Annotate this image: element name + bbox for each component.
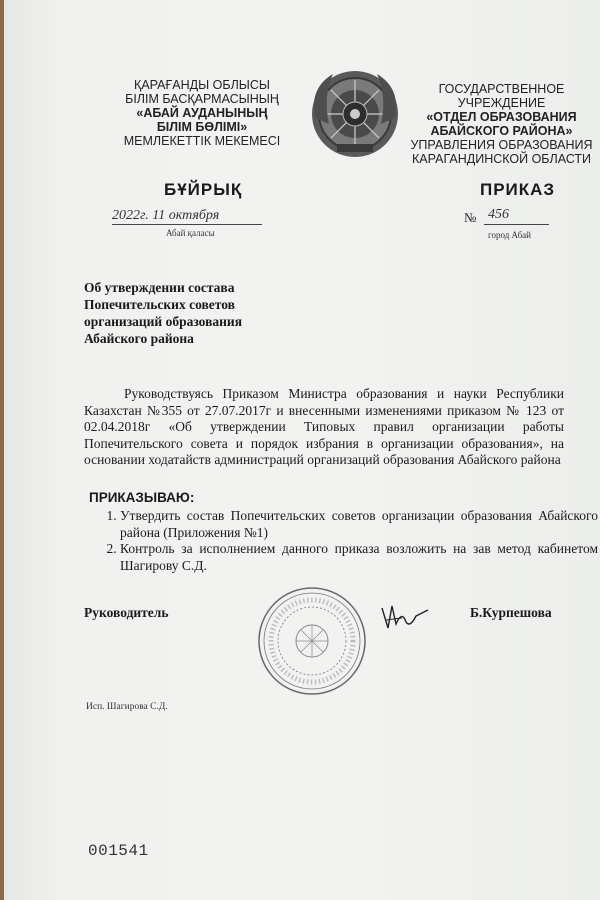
header-kz-line: БІЛІМ БӨЛІМІ» <box>156 120 248 134</box>
title-kz: БҰЙРЫҚ <box>164 180 243 199</box>
order-items <box>86 508 598 574</box>
header-kz-line: «АБАЙ АУДАНЫНЫҢ <box>136 106 268 120</box>
header-ru-line: АБАЙСКОГО РАЙОНА» <box>430 124 573 138</box>
subject-line: Об утверждении состава <box>84 280 235 295</box>
header-kz-line: БІЛІМ БАСҚАРМАСЫНЫҢ <box>125 92 279 106</box>
order-subject <box>84 279 284 347</box>
header-kz <box>112 78 292 148</box>
body-paragraph: Руководствуясь Приказом Министра образования и науки Республики Казахстан №355 от 27.07.2017г и внесенными изменениями приказом № 123 от 02.04.2018г «Об утверждении Типовых правил организации работы Попечительского совета и порядок избрания в организации образования», на основании ходатайств администраций организаций образования Абайского района <box>84 386 564 467</box>
header-ru-line: «ОТДЕЛ ОБРАЗОВАНИЯ <box>426 110 577 124</box>
header-ru-line: КАРАГАНДИНСКОЙ ОБЛАСТИ <box>411 152 591 166</box>
number-underline <box>484 224 549 225</box>
city-ru: город Абай <box>488 230 531 240</box>
official-seal <box>256 585 368 697</box>
serial-number: 001541 <box>88 842 149 860</box>
state-emblem <box>309 68 401 160</box>
order-item: 2. Контроль за исполнением данного приказа возложить на зав метод кабинетом Шагирову С.Д. <box>120 541 598 574</box>
document-page <box>4 0 600 900</box>
order-number: 456 <box>488 207 509 222</box>
header-ru-line: ГОСУДАРСТВЕННОЕ УЧРЕЖДЕНИЕ <box>438 82 565 110</box>
header-kz-line: МЕМЛЕКЕТТІК МЕКЕМЕСІ <box>123 134 281 148</box>
order-date: 2022г. 11 октября <box>112 208 220 223</box>
header-ru <box>409 82 594 166</box>
date-underline <box>112 224 262 225</box>
signatory-name: Б.Курпешова <box>470 605 552 620</box>
executor-line: Исп. Шагирова С.Д. <box>86 702 168 712</box>
title-ru: ПРИКАЗ <box>480 180 556 199</box>
header-ru-line: УПРАВЛЕНИЯ ОБРАЗОВАНИЯ <box>410 138 593 152</box>
number-sign: № <box>464 210 477 225</box>
signatory-role: Руководитель <box>84 605 169 620</box>
handwritten-signature <box>376 598 436 638</box>
order-word: ПРИКАЗЫВАЮ: <box>89 490 195 505</box>
subject-line: Попечительских советов <box>84 297 235 312</box>
subject-line: Абайского района <box>84 331 194 346</box>
subject-line: организаций образования <box>84 314 242 329</box>
order-body <box>84 386 564 469</box>
city-kz: Абай қаласы <box>166 228 215 238</box>
header-kz-line: ҚАРАҒАНДЫ ОБЛЫСЫ <box>134 78 270 92</box>
order-item: 1. Утвердить состав Попечительских советов организации образования Абайского района (Приложения №1) <box>120 508 598 541</box>
